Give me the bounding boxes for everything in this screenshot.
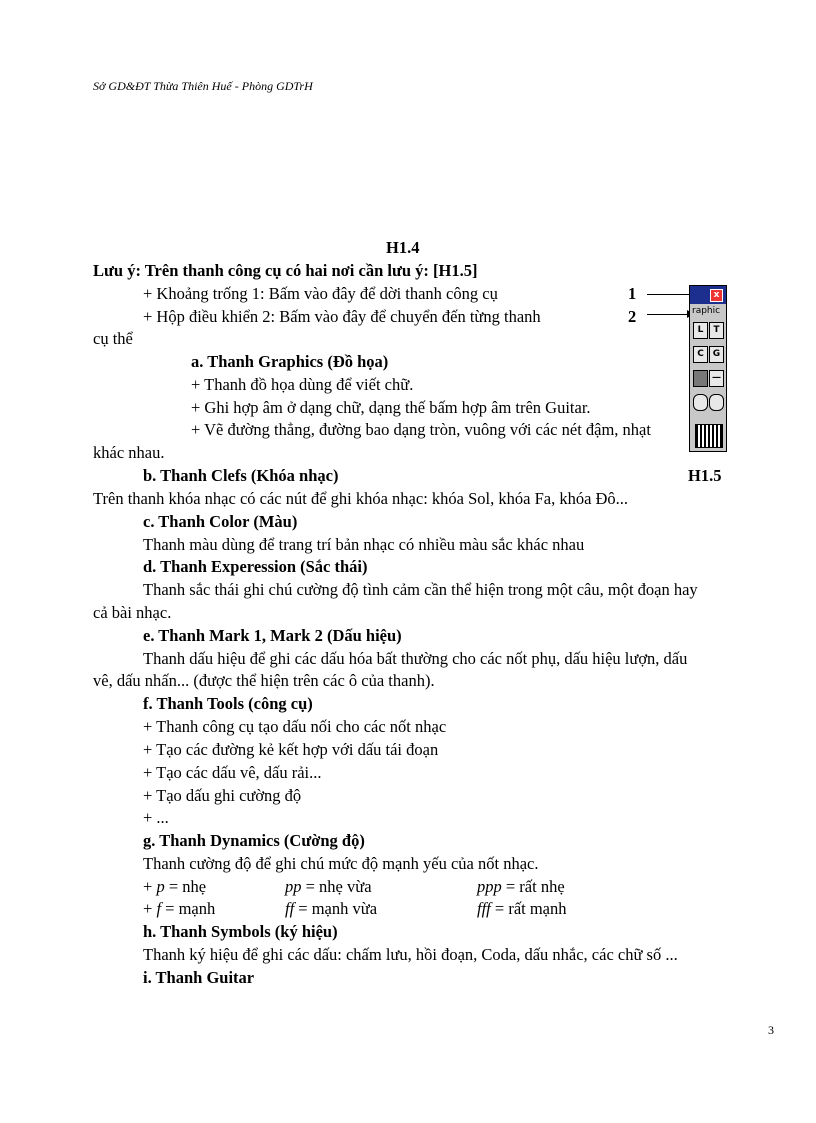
close-icon: x <box>710 289 723 302</box>
palette-title: raphic <box>692 306 721 316</box>
callout-2: 2 <box>628 307 637 326</box>
sec-c-text: Thanh màu dùng để trang trí bản nhạc có nhiều màu sắc khác nhau <box>143 535 585 554</box>
figure-caption-h15: H1.5 <box>688 466 722 485</box>
dynamics-row-2-col-1: + f = mạnh <box>143 899 216 918</box>
sec-b-heading: b. Thanh Clefs (Khóa nhạc) <box>143 466 339 485</box>
page-number: 3 <box>768 1023 774 1037</box>
dynamics-row-1-col-1: + p = nhẹ <box>143 877 207 896</box>
sec-d-text-2: cả bài nhạc. <box>93 603 172 622</box>
palette-cell-7 <box>693 394 708 411</box>
sec-d-text-1: Thanh sắc thái ghi chú cường độ tình cảm cần thể hiện trong một câu, một đoạn hay <box>143 580 698 599</box>
note-line <box>93 261 478 281</box>
sec-f-line-2: + Tạo các đường kẻ kết hợp với dấu tái đoạn <box>143 740 439 759</box>
dynamics-row-1-col-2: pp = nhẹ vừa <box>285 877 372 896</box>
note-prefix: Lưu ý: <box>93 261 145 280</box>
palette-cell-1: L <box>693 322 708 339</box>
sec-b-text: Trên thanh khóa nhạc có các nút để ghi khóa nhạc: khóa Sol, khóa Fa, khóa Đô... <box>93 489 629 508</box>
dynamics-row-2-col-3: fff = rất mạnh <box>477 899 567 918</box>
sec-e-text-1: Thanh dấu hiệu để ghi các dấu hóa bất thường cho các nốt phụ, dấu hiệu lượn, dấu <box>143 649 688 668</box>
item-1: + Khoảng trống 1: Bấm vào đây để dời thanh công cụ <box>143 284 498 303</box>
sec-f-heading: f. Thanh Tools (công cụ) <box>143 694 313 713</box>
palette-cell-3: C <box>693 346 708 363</box>
callout-2-arrow <box>647 314 693 315</box>
palette-cell-5 <box>693 370 708 387</box>
palette-cell-2: T <box>709 322 724 339</box>
dynamics-row-1-col-3: ppp = rất nhẹ <box>477 877 565 896</box>
sec-e-text-2: vê, dấu nhấn... (được thể hiện trên các ô của thanh). <box>93 671 435 690</box>
sec-f-line-5: + ... <box>143 808 169 827</box>
callout-1: 1 <box>628 284 637 303</box>
sec-c-heading: c. Thanh Color (Màu) <box>143 512 298 531</box>
palette-cell-6: — <box>709 370 724 387</box>
sec-a-line-4: khác nhau. <box>93 443 165 462</box>
sec-a-line-2: + Ghi hợp âm ở dạng chữ, dạng thế bấm hợp âm trên Guitar. <box>191 398 591 417</box>
sec-d-heading: d. Thanh Experession (Sắc thái) <box>143 557 368 576</box>
sec-h-heading: h. Thanh Symbols (ký hiệu) <box>143 922 338 941</box>
sec-e-heading: e. Thanh Mark 1, Mark 2 (Dấu hiệu) <box>143 626 402 645</box>
sec-a-heading: a. Thanh Graphics (Đồ họa) <box>191 352 389 371</box>
note-text: Trên thanh công cụ có hai nơi cần lưu ý: [H1.5] <box>144 261 478 280</box>
sec-a-line-1: + Thanh đồ họa dùng để viết chữ. <box>191 375 414 394</box>
palette-cell-4: G <box>709 346 724 363</box>
page-header: Sở GD&ĐT Thừa Thiên Huế - Phòng GDTrH <box>93 79 313 93</box>
dynamics-row-2-col-2: ff = mạnh vừa <box>285 899 378 918</box>
item-2-cont: cụ thể <box>93 329 133 348</box>
sec-a-line-3: + Vẽ đường thẳng, đường bao dạng tròn, vuông với các nét đậm, nhạt <box>191 420 651 439</box>
sec-i-heading: i. Thanh Guitar <box>143 968 255 987</box>
sec-g-heading: g. Thanh Dynamics (Cường độ) <box>143 831 365 850</box>
sec-g-text: Thanh cường độ để ghi chú mức độ mạnh yếu của nốt nhạc. <box>143 854 539 873</box>
figure-caption-h14: H1.4 <box>386 238 420 257</box>
palette-cell-8 <box>709 394 724 411</box>
sec-h-text: Thanh ký hiệu để ghi các dấu: chấm lưu, hồi đoạn, Coda, dấu nhắc, các chữ số ... <box>143 945 678 964</box>
sec-f-line-4: + Tạo dấu ghi cường độ <box>143 786 302 805</box>
item-2: + Hộp điều khiển 2: Bấm vào đây để chuyển đến từng thanh <box>143 307 541 326</box>
sec-f-line-1: + Thanh công cụ tạo dấu nối cho các nốt nhạc <box>143 717 447 736</box>
palette-pattern <box>695 424 723 448</box>
sec-f-line-3: + Tạo các dấu vê, dấu rải... <box>143 763 322 782</box>
graphics-palette-image <box>689 285 727 452</box>
